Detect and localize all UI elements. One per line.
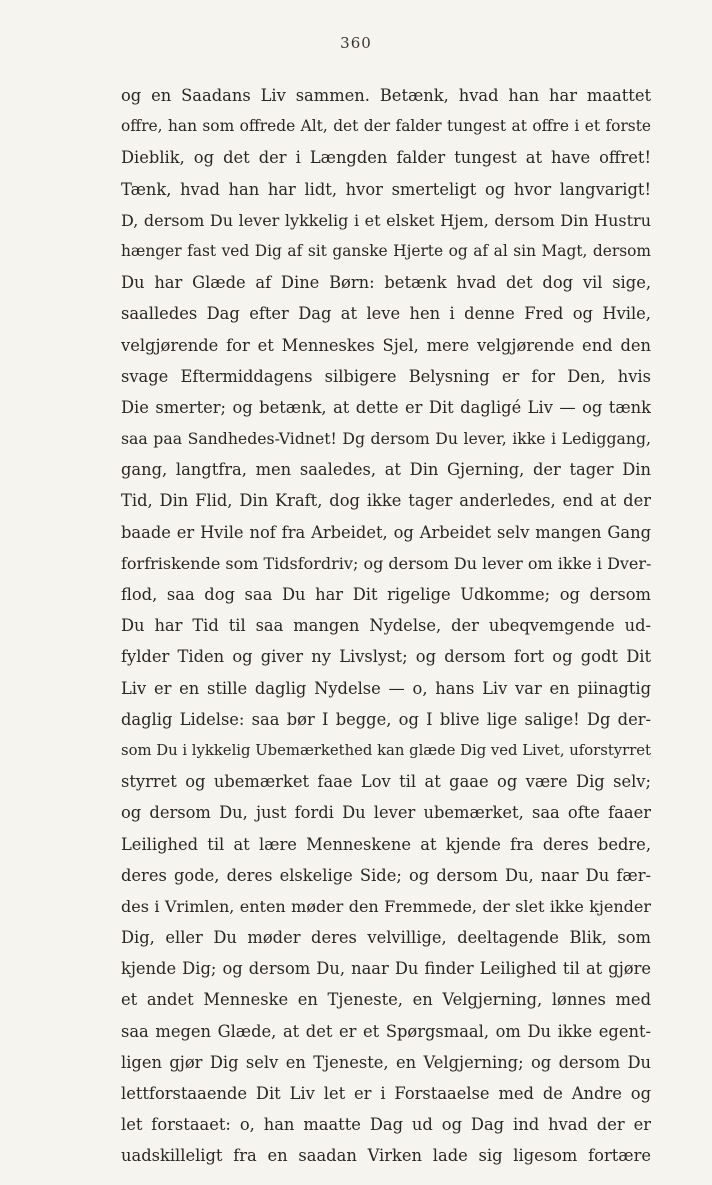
text-line: baade er Hvile nof fra Arbeidet, og Arbeidet selv mangen Gang xyxy=(121,522,651,542)
body-text xyxy=(121,80,651,1172)
text-line: saa megen Glæde, at det er et Spørgsmaal, om Du ikke egent- xyxy=(121,1021,651,1041)
text-line: ligen gjør Dig selv en Tjeneste, en Velgjerning; og dersom Du xyxy=(121,1052,651,1072)
text-line: saa paa Sandhedes-Vidnet! Dg dersom Du lever, ikke i Lediggang, xyxy=(121,429,651,449)
text-line: lettforstaaende Dit Liv let er i Forstaaelse med de Andre og xyxy=(121,1084,651,1103)
page-number: 360 xyxy=(340,34,372,52)
text-line: des i Vrimlen, enten møder den Fremmede, der slet ikke kjender xyxy=(121,896,651,916)
text-line: flod, saa dog saa Du har Dit rigelige Udkomme; og dersom xyxy=(121,585,651,604)
text-line: og dersom Du, just fordi Du lever ubemærket, saa ofte faaer xyxy=(121,803,651,823)
text-line: velgjørende for et Menneskes Sjel, mere velgjørende end den xyxy=(121,335,651,355)
text-line: uadskilleligt fra en saadan Virken lade sig ligesom fortære xyxy=(121,1146,651,1166)
text-line: Tid, Din Flid, Din Kraft, dog ikke tager anderledes, end at der xyxy=(121,491,651,511)
text-line: fylder Tiden og giver ny Livslyst; og dersom fort og godt Dit xyxy=(121,647,651,667)
text-line: Die smerter; og betænk, at dette er Dit dagligé Liv — og tænk xyxy=(121,397,651,417)
text-line: let forstaaet: o, han maatte Dag ud og Dag ind hvad der er xyxy=(121,1115,651,1135)
text-line: offre, han som offrede Alt, det der falder tungest at offre i et forste xyxy=(121,117,651,136)
text-line: Leilighed til at lære Menneskene at kjende fra deres bedre, xyxy=(121,834,651,854)
text-line: gang, langtfra, men saaledes, at Din Gjerning, der tager Din xyxy=(121,460,651,480)
text-line: forfriskende som Tidsfordriv; og dersom Du lever om ikke i Dver- xyxy=(121,553,651,573)
text-line: hænger fast ved Dig af sit ganske Hjerte og af al sin Magt, dersom xyxy=(121,241,651,260)
text-line: Dieblik, og det der i Længden falder tungest at have offret! xyxy=(121,148,651,168)
text-line: et andet Menneske en Tjeneste, en Velgjerning, lønnes med xyxy=(121,990,651,1010)
text-line: D, dersom Du lever lykkelig i et elsket Hjem, dersom Din Hustru xyxy=(121,210,651,230)
text-line: svage Eftermiddagens silbigere Belysning er for Den, hvis xyxy=(121,366,651,386)
text-line: styrret og ubemærket faae Lov til at gaae og være Dig selv; xyxy=(121,772,651,792)
text-line: deres gode, deres elskelige Side; og dersom Du, naar Du fær- xyxy=(121,865,651,885)
text-line: Dig, eller Du møder deres velvillige, deeltagende Blik, som xyxy=(121,928,651,948)
text-line: og en Saadans Liv sammen. Betænk, hvad han har maattet xyxy=(121,86,651,105)
text-line: Liv er en stille daglig Nydelse — o, hans Liv var en piinagtig xyxy=(121,678,651,698)
text-line: kjende Dig; og dersom Du, naar Du finder Leilighed til at gjøre xyxy=(121,959,651,979)
text-line: Du har Tid til saa mangen Nydelse, der ubeqvemgende ud- xyxy=(121,616,651,636)
text-line: daglig Lidelse: saa bør I begge, og I blive lige salige! Dg der- xyxy=(121,709,651,729)
text-line: Du har Glæde af Dine Børn: betænk hvad det dog vil sige, xyxy=(121,273,651,293)
text-line: som Du i lykkelig Ubemærkethed kan glæde Dig ved Livet, uforstyrret xyxy=(121,741,651,759)
text-line: saalledes Dag efter Dag at leve hen i denne Fred og Hvile, xyxy=(121,304,651,324)
text-line: Tænk, hvad han har lidt, hvor smerteligt og hvor langvarigt! xyxy=(121,179,651,199)
